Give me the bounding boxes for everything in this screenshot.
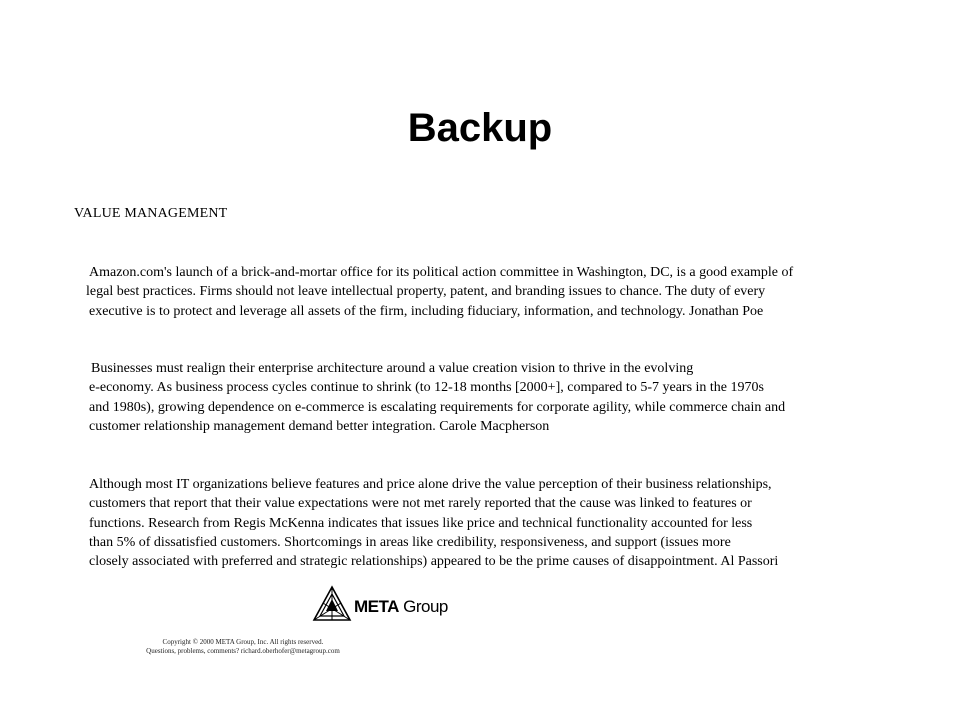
logo-group: Group	[398, 596, 448, 616]
paragraph-line: and 1980s), growing dependence on e-commerce is escalating requirements for corporate agility, while commerce chain and	[89, 399, 786, 415]
section-heading: VALUE MANAGEMENT	[74, 206, 228, 221]
paragraph-line: Amazon.com's launch of a brick-and-mortar office for its political action committee in Washington, DC, is a good example of	[89, 265, 794, 280]
paragraph-amazon	[86, 263, 904, 321]
paragraph-line: closely associated with preferred and strategic relationships) appeared to be the prime causes of disappointment. Al Passori	[89, 554, 779, 570]
paragraph-line: customer relationship management demand better integration. Carole Macpherson	[89, 418, 550, 434]
paragraph-line: e-economy. As business process cycles continue to shrink (to 12-18 months [2000+], compared to 5-7 years in the 1970s	[89, 380, 764, 396]
slide-title: Backup	[407, 106, 553, 150]
paragraph-line: than 5% of dissatisfied customers. Shortcomings in areas like credibility, responsiveness, and support (issues more	[89, 534, 731, 550]
meta-group-logo	[312, 585, 448, 623]
logo-wordmark	[354, 597, 448, 617]
contact-line: Questions, problems, comments? richard.oberhofer@metagroup.com	[146, 647, 340, 655]
paragraph-line: customers that report that their value expectations were not met rarely reported that the cause was linked to features or	[89, 496, 752, 512]
paragraph-line: executive is to protect and leverage all assets of the firm, including fiduciary, information, and technology. Jonathan Poe	[89, 303, 764, 319]
paragraph-line: Although most IT organizations believe features and price alone drive the value perception of their business relationships,	[89, 477, 772, 492]
copyright-line: Copyright © 2000 META Group, Inc. All rights reserved.	[162, 638, 324, 646]
paragraph-line: functions. Research from Regis McKenna indicates that issues like price and technical functionality accounted for less	[89, 515, 753, 531]
paragraph-line: legal best practices. Firms should not leave intellectual property, patent, and branding issues to chance. The duty of every	[86, 284, 766, 300]
copyright-notice	[128, 638, 358, 656]
paragraph-enterprise-architecture	[89, 359, 904, 436]
paragraph-value-perception	[89, 475, 904, 571]
logo-brand: META	[354, 596, 399, 616]
paragraph-line: Businesses must realign their enterprise architecture around a value creation vision to thrive in the evolving	[91, 361, 694, 376]
triangle-logo-icon	[312, 585, 352, 623]
